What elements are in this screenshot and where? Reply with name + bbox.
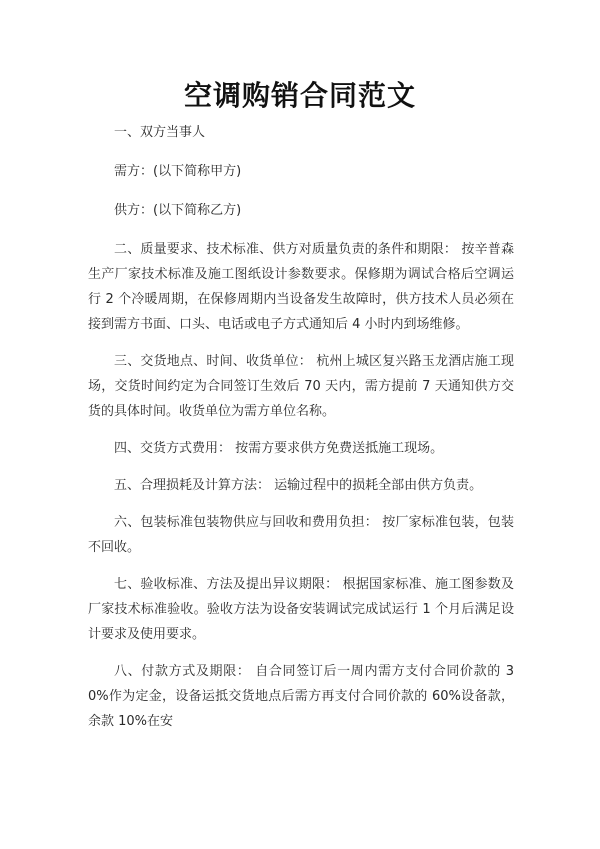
paragraph-acceptance: 七、验收标准、方法及提出异议期限： 根据国家标准、施工图参数及厂家技术标准验收。验收方法为设备安装调试完成试运行 1 个月后满足设计要求及使用要求。 [88, 577, 514, 642]
paragraph-packaging: 六、包装标准包装物供应与回收和费用负担： 按厂家标准包装，包装不回收。 [88, 515, 514, 555]
paragraph-payment: 八、付款方式及期限： 自合同签订后一周内需方支付合同价款的 30%作为定金，设备运抵交货地点后需方再支付合同价款的 60%设备款，余款 10%在安 [88, 664, 514, 729]
document-body [88, 120, 514, 746]
paragraph-quality: 二、质量要求、技术标准、供方对质量负责的条件和期限： 按辛普森生产厂家技术标准及施工图纸设计参数要求。保修期为调试合格后空调运行 2 个冷暖周期，在保修周期内当设备发生故障时，供方技术人员必须在接到需方书面、口头、电话或电子方式通知后 4 小时内到场维修。 [88, 242, 514, 332]
paragraph-parties: 一、双方当事人 [114, 125, 206, 140]
paragraph-loss: 五、合理损耗及计算方法： 运输过程中的损耗全部由供方负责。 [114, 478, 483, 493]
paragraph-delivery: 三、交货地点、时间、收货单位： 杭州上城区复兴路玉龙酒店施工现场，交货时间约定为合同签订生效后 70 天内，需方提前 7 天通知供方交货的具体时间。收货单位为需方单位名称。 [88, 354, 514, 419]
paragraph-seller: 供方：(以下简称乙方) [114, 203, 242, 218]
paragraph-delivery-cost: 四、交货方式费用： 按需方要求供方免费送抵施工现场。 [114, 441, 444, 456]
document-title: 空调购销合同范文 [183, 79, 416, 112]
paragraph-buyer: 需方：(以下简称甲方) [114, 164, 242, 179]
